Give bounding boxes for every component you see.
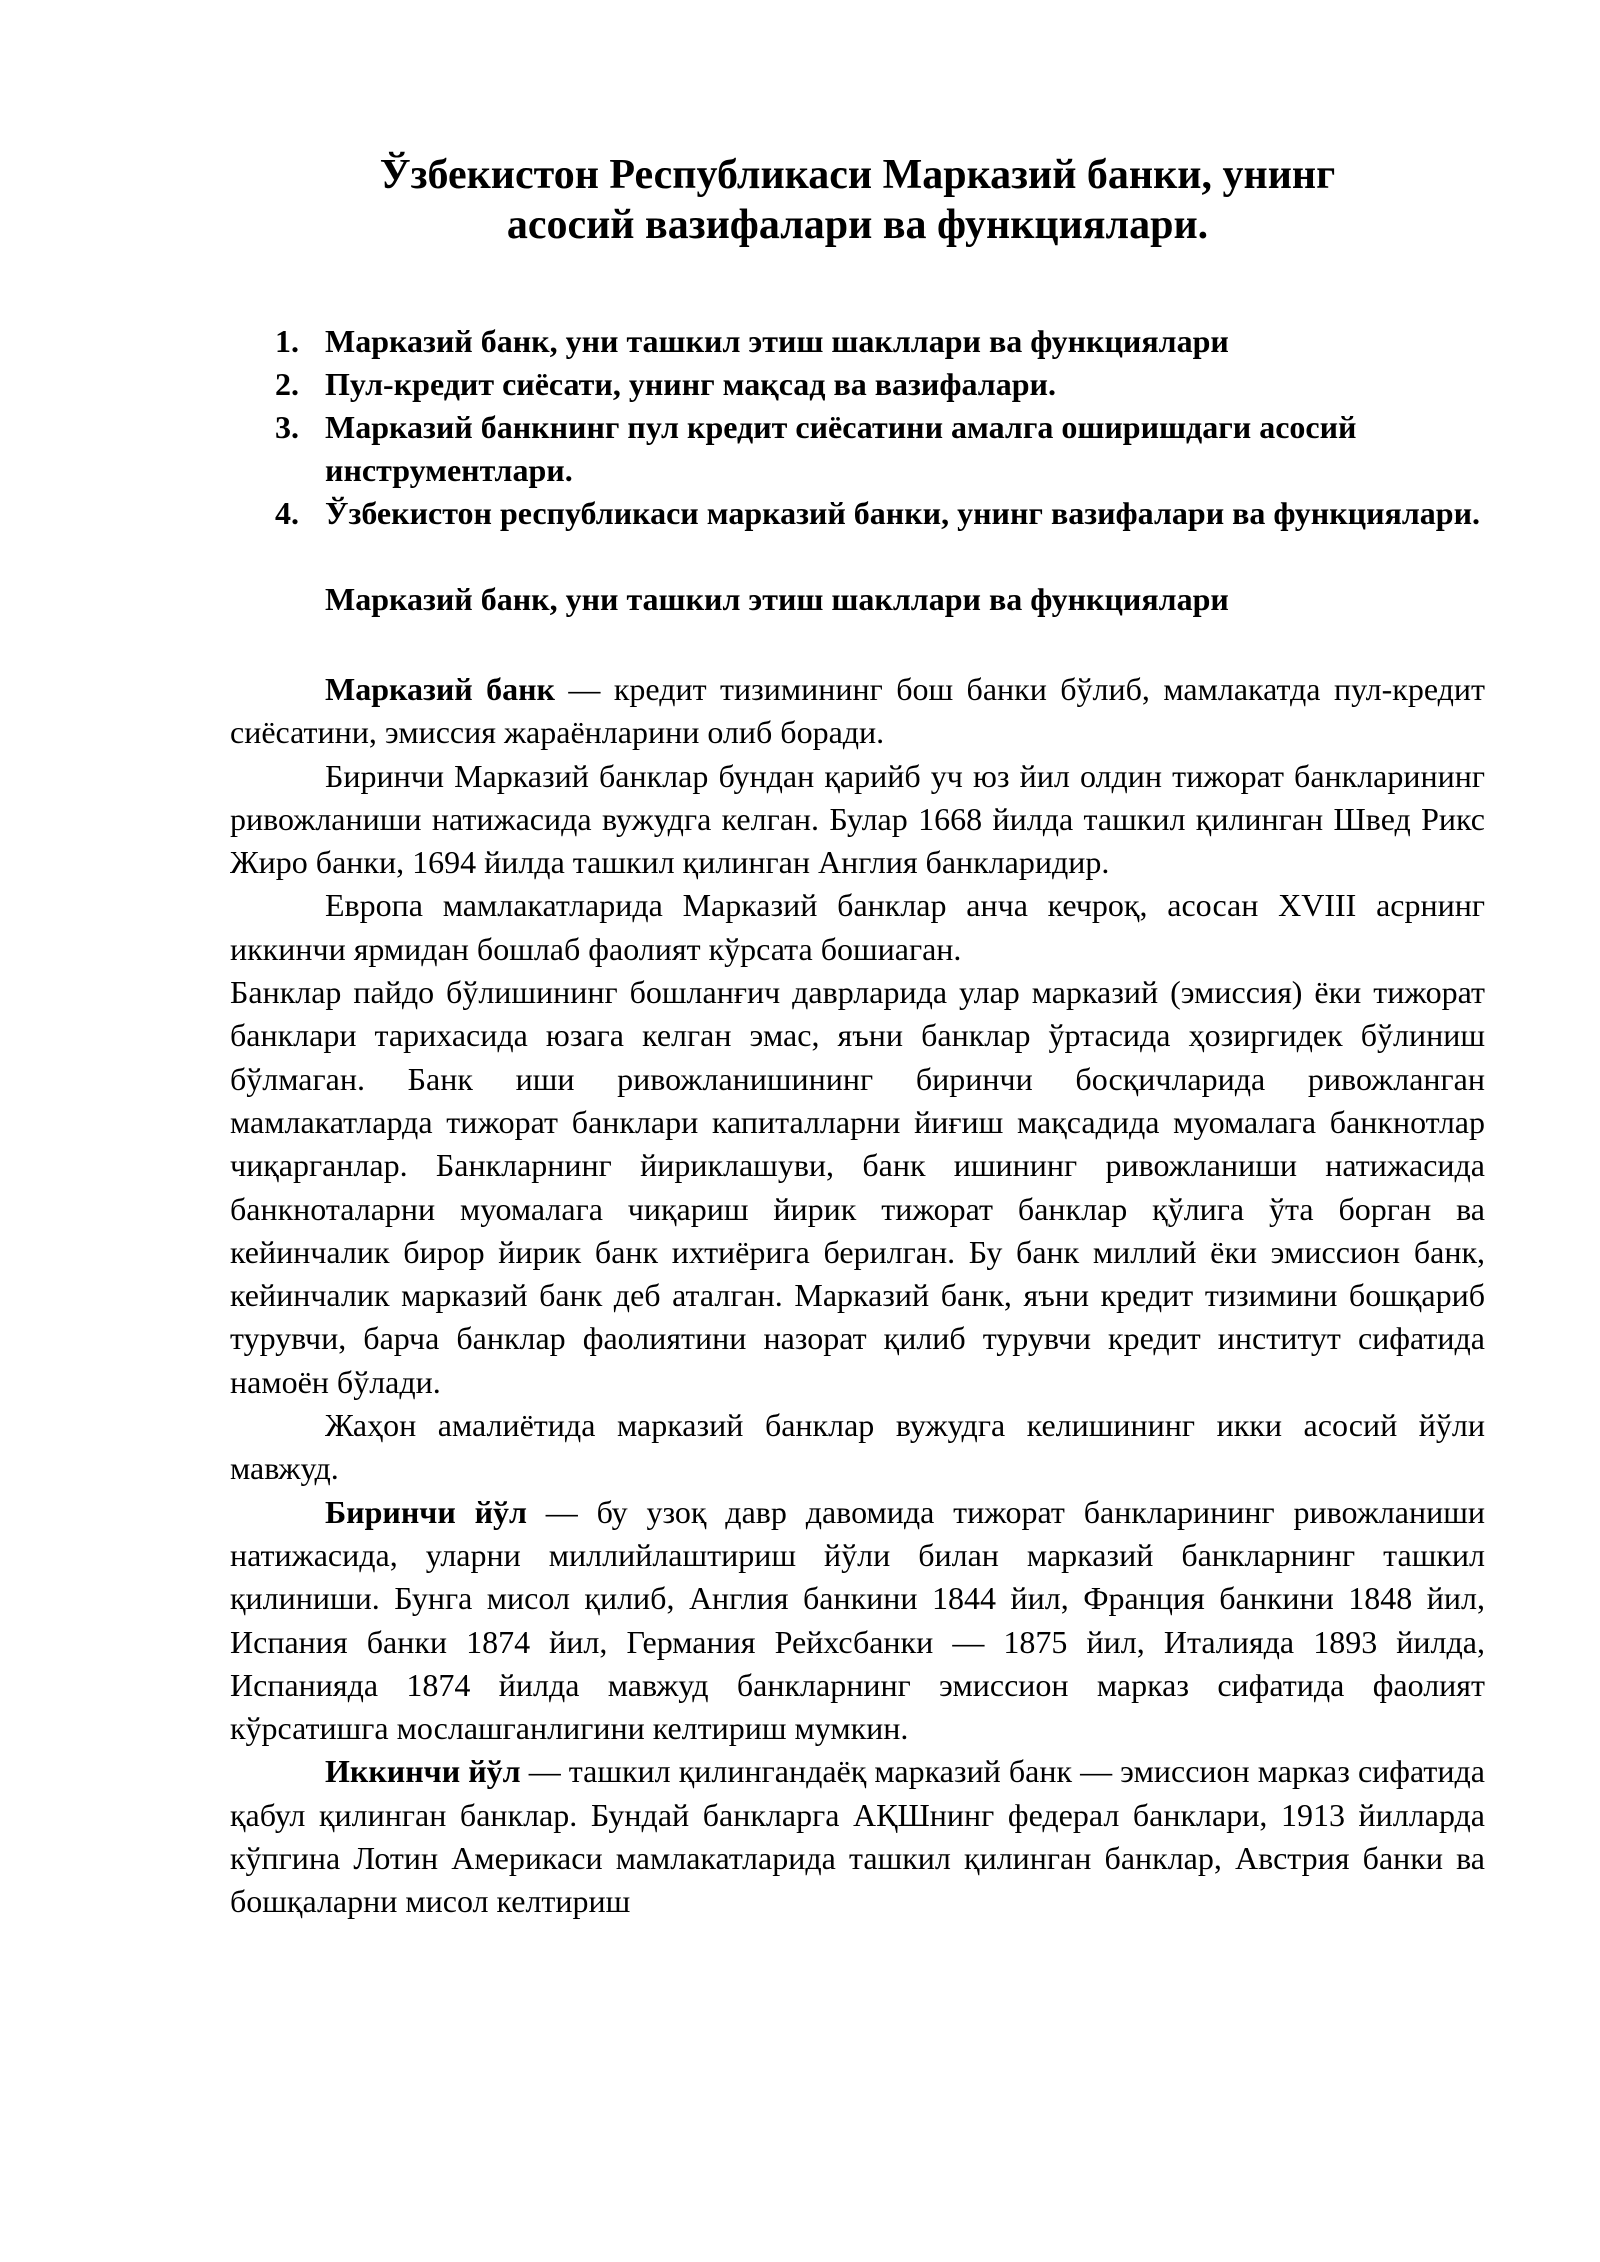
outline-item-number: 3. (275, 409, 299, 445)
paragraph-lead-term: Иккинчи йўл (325, 1753, 521, 1790)
outline-item-number: 2. (275, 366, 299, 402)
outline-item-text: Марказий банк, уни ташкил этиш шакллари ва функциялари (325, 323, 1229, 359)
document-page (230, 150, 1485, 1924)
paragraph-text: Жаҳон амалиётида марказий банклар вужудга келишининг икки асосий йўли мавжуд. (230, 1407, 1485, 1487)
outline-item-text: Ўзбекистон республикаси марказий банки, унинг вазифалари ва функциялари. (325, 495, 1481, 531)
paragraph-text: Биринчи Марказий банклар бундан қарийб уч юз йил олдин тижорат банкларининг ривожланиши натижасида вужудга келган. Булар 1668 йилда ташкил қилинган Швед Рикс Жиро банки, 1694 йилда ташкил қилинган Англия банкларидир. (230, 757, 1485, 881)
paragraph-lead-term: Биринчи йўл (325, 1493, 527, 1530)
outline-item-text: Пул-кредит сиёсати, унинг мақсад ва вазифалари. (325, 366, 1056, 402)
outline-item (275, 406, 1485, 492)
title-line-2: асосий вазифалари ва функциялари. (506, 202, 1209, 248)
paragraph (230, 1404, 1485, 1491)
outline-item-text: Марказий банкнинг пул кредит сиёсатини амалга оширишдаги асосий инструментлари. (325, 409, 1357, 488)
outline-list (230, 320, 1485, 535)
title-line-1: Ўзбекистон Республикаси Марказий банки, унинг (379, 152, 1336, 198)
paragraph-text: Банклар пайдо бўлишининг бошланғич даврларида улар марказий (эмиссия) ёки тижорат банклари тарихасида юзага келган эмас, яъни банклар ўртасида ҳозиргидек бўлиниш бўлмаган. Банк иши ривожланишининг биринчи босқичларида ривожланган мамлакатларда тижорат банклари капиталларни йиғиш мақсадида муомалага банкнотлар чиқарганлар. Банкларнинг йириклашуви, банк ишининг ривожланиши натижасида банкноталарни муомалага чиқариш йирик тижорат банклар қўлига ўта борган ва кейинчалик бирор йирик банк ихтиёрига берилган. Бу банк миллий ёки эмиссион банк, кейинчалик марказий банк деб аталган. Марказий банк, яъни кредит тизимини бошқариб турувчи, барча банклар фаолиятини назорат қилиб турувчи кредит институт сифатида намоён бўлади. (230, 974, 1485, 1400)
paragraph (230, 755, 1485, 885)
outline-item-number: 4. (275, 495, 299, 531)
outline-item (275, 363, 1485, 406)
paragraph (230, 884, 1485, 971)
paragraph (230, 668, 1485, 755)
paragraph-text: — бу узоқ давр давомида тижорат банкларининг ривожланиши натижасида, уларни миллийлаштириш йўли билан марказий банкларнинг ташкил қилиниши. Бунга мисол қилиб, Англия банкини 1844 йил, Франция банкини 1848 йил, Испания банки 1874 йил, Германия Рейхсбанки — 1875 йил, Италияда 1893 йилда, Испанияда 1874 йилда мавжуд банкларнинг эмиссион марказ сифатида фаолият кўрсатишга мослашганлигини келтириш мумкин. (230, 1493, 1486, 1747)
body-text (230, 668, 1485, 1924)
section-heading: Марказий банк, уни ташкил этиш шакллари ва функциялари (325, 581, 1229, 617)
paragraph-text: Европа мамлакатларида Марказий банклар анча кечроқ, асосан XVIII асрнинг иккинчи ярмидан бошлаб фаолият кўрсата бошиаган. (230, 887, 1485, 967)
outline-item (275, 492, 1485, 535)
paragraph (230, 1491, 1485, 1751)
outline-item-number: 1. (275, 323, 299, 359)
paragraph-text: — кредит тизимининг бош банки бўлиб, мамлакатда пул-кредит сиёсатини, эмиссия жараёнларини олиб боради. (230, 671, 1486, 751)
outline-item (275, 320, 1485, 363)
paragraph (230, 971, 1485, 1404)
paragraph-lead-term: Марказий банк (325, 671, 555, 707)
document-title (230, 150, 1485, 250)
paragraph (230, 1750, 1485, 1923)
paragraph-text: — ташкил қилингандаёқ марказий банк — эмиссион марказ сифатида қабул қилинган банклар. Бундай банкларга АҚШнинг федерал банклари, 1913 йилларда кўпгина Лотин Америкаси мамлакатларида ташкил қилинган банклар, Австрия банки ва бошқаларни мисол келтириш (230, 1753, 1486, 1920)
